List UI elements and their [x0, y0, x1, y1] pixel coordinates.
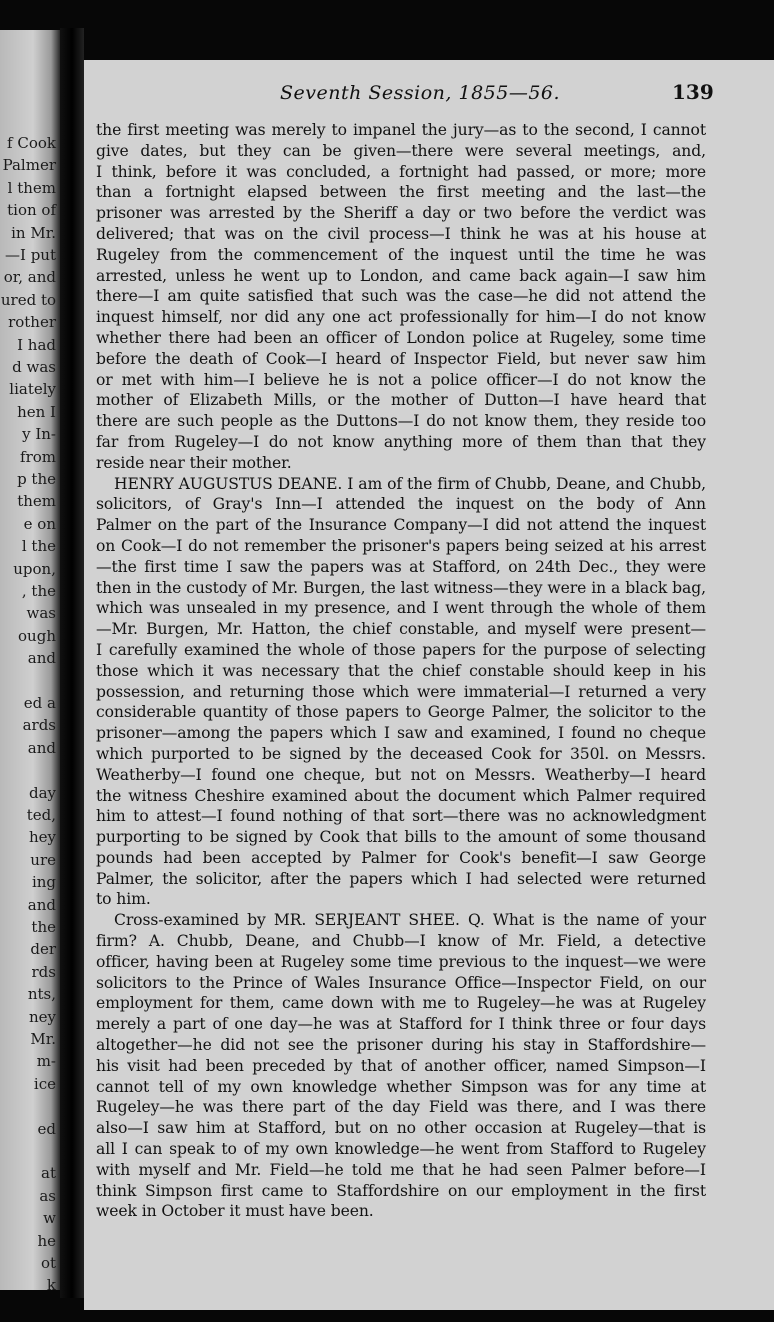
left-page-fragment: and [27, 738, 56, 757]
left-page-fragment: l the [21, 537, 56, 556]
text-line: the first meeting was merely to impanel the jury—as to the second, I cannot [96, 121, 706, 139]
text-line: inquest himself, nor did any one act professionally for him—I do not know [96, 308, 706, 327]
text-line: —Mr. Burgen, Mr. Hatton, the chief constable, and myself were present— [96, 620, 706, 639]
text-line: before the death of Cook—I heard of Inspector Field, but never saw him [96, 349, 706, 368]
text-line: officer, having been at Rugeley some time previous to the inquest—we were [96, 952, 706, 971]
left-page-fragment: Mr. [30, 1030, 56, 1048]
text-line: give dates, but they can be given—there were several meetings, and, [96, 141, 706, 160]
text-line: those which it was necessary that the chief constable should keep in his [96, 661, 706, 680]
text-line: all I can speak to of my own knowledge—he went from Stafford to Rugeley [96, 1140, 706, 1159]
text-line: Weatherby—I found one cheque, but not on Messrs. Weatherby—I heard [96, 765, 706, 784]
left-page-fragment: d was [12, 358, 56, 376]
text-line: Rugeley from the commencement of the inquest until the time he was [96, 245, 706, 264]
left-page-fragment: ure [30, 850, 56, 869]
text-line: I think, before it was concluded, a fortnight had passed, or more; more [96, 162, 706, 181]
text-line: than a fortnight elapsed between the first meeting and the last—the [96, 183, 706, 202]
left-page-fragment: —I put [5, 246, 56, 264]
left-page-fragment: at [41, 1164, 56, 1183]
left-page-fragment: f Cook [7, 134, 56, 152]
text-line: Rugeley—he was there part of the day Field was there, and I was there [96, 1098, 706, 1117]
running-head: Seventh Session, 1855—56. [280, 82, 561, 104]
text-line: there—I am quite satisfied that such was the case—he did not attend the [96, 287, 706, 306]
left-page-fragment: ough [18, 626, 56, 645]
left-page-fragment: ot [40, 1254, 56, 1272]
left-page-fragment: ed a [23, 694, 56, 712]
left-page-fragment: , the [21, 582, 56, 600]
left-page-fragment: nts, [27, 985, 56, 1004]
left-page-fragment: day [28, 783, 56, 802]
left-page-fragment: and [27, 649, 56, 668]
text-line: the witness Cheshire examined about the document which Palmer required [96, 786, 706, 805]
left-page-fragment: I had [17, 335, 56, 354]
text-line: solicitors, of Gray's Inn—I attended the inquest on the body of Ann [96, 495, 706, 514]
page-number: 139 [672, 80, 714, 104]
text-line: to him. [96, 890, 151, 909]
left-page-fragment: p the [17, 470, 56, 488]
text-line: also—I saw him at Stafford, but on no other occasion at Rugeley—that is [96, 1119, 706, 1138]
text-line: arrested, unless he went up to London, and came back again—I saw him [96, 266, 706, 285]
text-line: firm? A. Chubb, Deane, and Chubb—I know of Mr. Field, a detective [96, 932, 706, 951]
left-page-fragment: hey [28, 828, 56, 847]
text-line: think Simpson first came to Staffordshire on our employment in the first [96, 1181, 706, 1200]
text-line: purporting to be signed by Cook that bills to the amount of some thousand [96, 828, 706, 847]
left-page-fragment: y In- [22, 425, 56, 444]
text-line: considerable quantity of those papers to George Palmer, the solicitor to the [96, 703, 706, 722]
text-line: I carefully examined the whole of those papers for the purpose of selecting [96, 640, 706, 659]
text-line: far from Rugeley—I do not know anything more of them than that they [96, 432, 706, 451]
left-page-fragment: ice [33, 1074, 56, 1093]
left-page-fragment: as [39, 1186, 56, 1205]
text-line: there are such people as the Duttons—I do not know them, they reside too [96, 412, 706, 431]
left-page-fragment: hen I [17, 402, 56, 421]
text-line: whether there had been an officer of London police at Rugeley, some time [96, 328, 706, 347]
text-line: then in the custody of Mr. Burgen, the last witness—they were in a black bag, [96, 578, 706, 597]
left-page-fragment: ted, [26, 806, 56, 824]
left-page-fragment: he [37, 1231, 56, 1250]
left-page-fragment: from [20, 447, 56, 466]
text-line: altogether—he did not see the prisoner during his stay in Staffordshire— [96, 1036, 706, 1055]
left-page-fragment: ured to [0, 290, 56, 309]
text-line: possession, and returning those which were immaterial—I returned a very [96, 682, 706, 701]
text-line: his visit had been preceded by that of another officer, named Simpson—I [96, 1056, 706, 1075]
text-line: week in October it must have been. [96, 1202, 374, 1221]
text-line: reside near their mother. [96, 453, 292, 472]
left-page-fragment: in Mr. [11, 223, 56, 242]
text-line: employment for them, came down with me to Rugeley—he was at Rugeley [96, 994, 706, 1013]
left-page-fragment: l them [7, 178, 56, 197]
text-line: Cross-examined by MR. SERJEANT SHEE. Q. What is the name of your [114, 911, 706, 930]
left-page-fragment: m- [36, 1052, 56, 1071]
left-page-fragment: ing [31, 873, 56, 892]
left-page-fragment: Palmer [2, 156, 56, 175]
text-line: prisoner—among the papers which I saw and examined, I found no cheque [96, 724, 706, 743]
left-page-fragment: liately [9, 380, 56, 399]
left-page-fragment: upon, [13, 559, 56, 578]
book-gutter [60, 28, 84, 1298]
text-line: —the first time I saw the papers was at Stafford, on 24th Dec., they were [96, 557, 706, 576]
text-line: solicitors to the Prince of Wales Insurance Office—Inspector Field, on our [96, 973, 706, 992]
text-line: or met with him—I believe he is not a police officer—I do not know the [96, 370, 706, 389]
text-line: Palmer, the solicitor, after the papers which I had selected were returned [96, 869, 706, 888]
left-page-edge [0, 30, 60, 1290]
text-line: mother of Elizabeth Mills, or the mother of Dutton—I have heard that [96, 391, 706, 410]
left-page-fragment: tion of [7, 201, 56, 220]
text-line: prisoner was arrested by the Sheriff a day or two before the verdict was [96, 204, 706, 223]
text-line: with myself and Mr. Field—he told me that he had seen Palmer before—I [96, 1160, 706, 1179]
text-line: which purported to be signed by the deceased Cook for 350l. on Messrs. [96, 744, 706, 763]
text-line: Palmer on the part of the Insurance Company—I did not attend the inquest [96, 516, 706, 535]
left-page-fragment: them [17, 492, 56, 511]
left-page-fragment: was [26, 604, 56, 623]
text-line: merely a part of one day—he was at Stafford for I think three or four days [96, 1015, 706, 1034]
left-page-fragment: ed [37, 1119, 56, 1138]
left-page-fragment: or, and [3, 268, 56, 287]
left-page-fragment: der [30, 940, 56, 959]
left-page-fragment: rds [31, 962, 56, 981]
text-line: him to attest—I found nothing of that sort—there was no acknowledgment [96, 807, 706, 826]
page-body-text [96, 120, 706, 1222]
left-page-fragment: e on [23, 514, 56, 533]
text-line: pounds had been accepted by Palmer for Cook's benefit—I saw George [96, 848, 706, 867]
left-page-fragment: ney [28, 1007, 56, 1026]
text-line: which was unsealed in my presence, and I went through the whole of them [96, 599, 706, 618]
text-line: delivered; that was on the civil process—I think he was at his house at [96, 224, 706, 243]
text-line: on Cook—I do not remember the prisoner's papers being seized at his arrest [96, 536, 706, 555]
left-page-fragment: k [46, 1276, 56, 1290]
text-line: cannot tell of my own knowledge whether Simpson was for any time at [96, 1077, 706, 1096]
left-page-fragment: rother [8, 313, 56, 332]
left-page-fragment: and [27, 895, 56, 914]
left-page-fragment: ards [22, 716, 56, 735]
text-line: HENRY AUGUSTUS DEANE. I am of the firm of Chubb, Deane, and Chubb, [114, 474, 706, 493]
left-page-fragment: w [43, 1209, 56, 1228]
left-page-fragment: the [31, 918, 56, 936]
